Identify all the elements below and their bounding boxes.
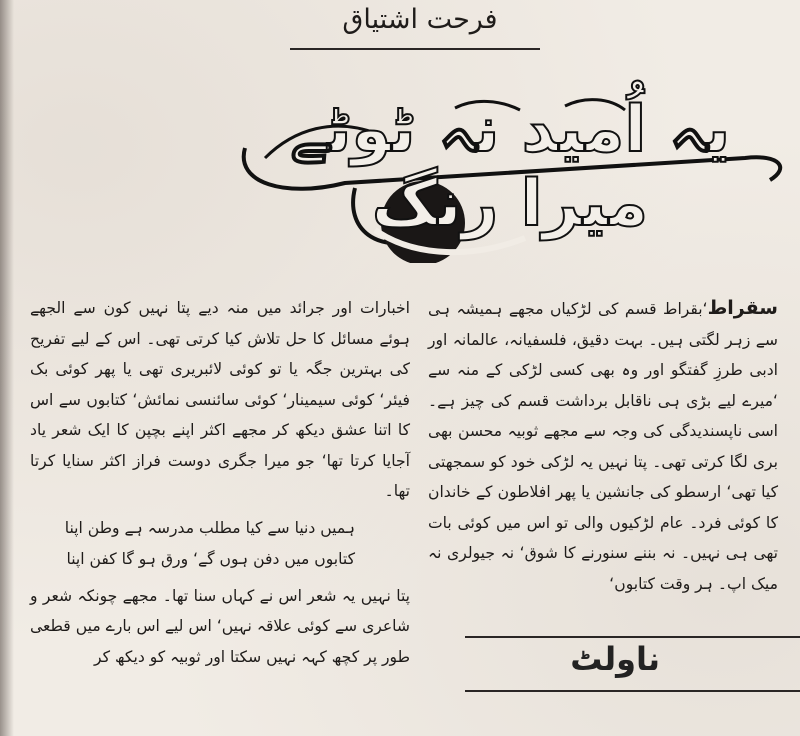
page-gutter-shadow — [0, 0, 14, 736]
verse-line-2: کتابوں میں دفن ہوں گے‘ ورق ہو گا کفن اپنا — [66, 549, 355, 568]
author-underline — [290, 48, 540, 50]
verse-line-1: ہمیں دنیا سے کیا مطلب مدرسہ ہے وطن اپنا — [64, 518, 355, 537]
right-paragraph-text: ‘بقراط قسم کی لڑکیاں مجھے ہمیشہ ہی سے زہر لگتی ہیں۔ بہت دقیق، فلسفیانہ، عالمانہ اور ادبی طرزِ گفتگو اور وہ بھی کسی لڑکی کے منہ سے ‘میرے لیے بڑی ہی ناقابل برداشت قسم کی چیز ہے۔ اسی ناپسندیدگی کی وجہ سے مجھے ثوبیہ محسن بھی بری لگا کرتی تھی۔ پتا نہیں یہ لڑکی خود کو سمجھتی کیا تھی‘ ارسطو کی جانشین یا پھر افلاطون کے خاندان کا کوئی فرد۔ عام لڑکیوں والی تو اس میں کوئی بات تھی ہی نہیں۔ نہ بننے سنورنے کا شوق‘ نہ جیولری نہ میک اپ۔ ہر وقت کتابوں‘ — [428, 300, 778, 593]
lead-word: سقراط — [707, 297, 778, 319]
right-paragraph — [428, 293, 778, 599]
section-label: ناولٹ — [570, 640, 660, 678]
left-paragraph-2: پتا نہیں یہ شعر اس نے کہاں سنا تھا۔ مجھے چونکہ شعر و شاعری سے کوئی علاقہ نہیں‘ اس لیے اس بارے میں قطعی طور پر کچھ کہہ نہیں سکتا اور ثوبیہ کو دیکھ کر — [30, 586, 410, 666]
novel-title: یہ اُمید نہ ٹوٹے میرا رنگ — [289, 93, 731, 241]
verse-block — [30, 513, 410, 575]
author-name: فرحت اشتیاق — [342, 4, 498, 35]
left-paragraph-1: اخبارات اور جرائد میں منہ دیے پتا نہیں کون سے الجھے ہوئے مسائل کا حل تلاش کیا کرتی تھی۔ اس کے لیے تفریح کی بہترین جگہ یا تو کوئی لائبریری تھی یا پھر کوئی بک فیئر‘ کوئی سیمینار‘ کوئی سائنسی نمائش‘ کتابوں سے اس کا اتنا عشق دیکھ کر مجھے اکثر اپنے بچپن کا ایک شعر یاد آجایا کرتا تھا‘ جو میرا جگری دوست فراز اکثر سنایا کرتا تھا۔ — [30, 299, 410, 500]
section-label-box — [465, 636, 800, 692]
right-text-column — [428, 293, 778, 599]
left-text-column — [30, 293, 410, 672]
